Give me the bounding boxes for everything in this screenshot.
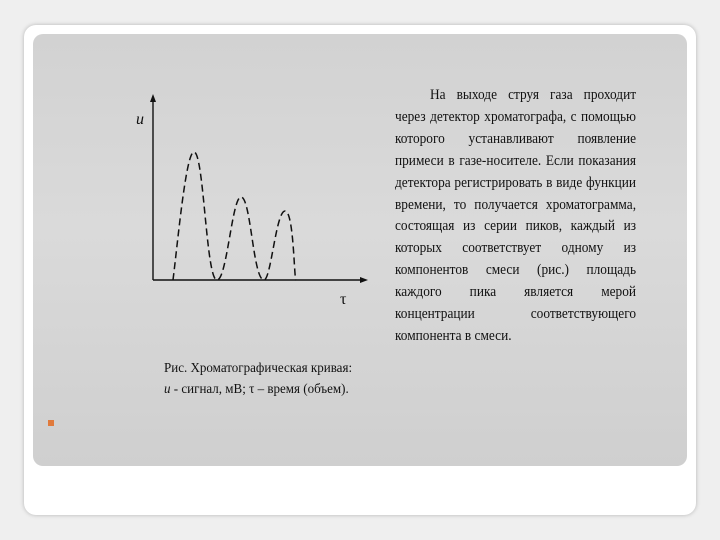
empty-bullet-marker [48, 420, 54, 426]
body-paragraph: На выходе струя газа проходит через детектор хроматографа, с помощью которого устанавливают появление примеси в газе-носителе. Если показания детектора регистрировать в виде функции времени, то получается хроматограмма, состоящая из серии пиков, каждый из которых соответствует одному из компонентов смеси (рис.) площадь каждого пика является мерой концентрации соответствующего компонента в смеси. [395, 87, 637, 344]
chromatogram-figure [120, 90, 380, 320]
caption-line-2 [164, 379, 387, 400]
caption-line-1: Рис. Хроматографическая кривая: [164, 361, 353, 376]
caption-line-2-text: - сигнал, мВ; τ – время (объем). [170, 382, 349, 397]
y-axis-arrow [150, 94, 156, 102]
x-axis-arrow [360, 277, 368, 283]
x-axis-label: τ [340, 291, 347, 308]
y-axis-label: u [136, 111, 144, 128]
chromatogram-curve [173, 152, 296, 280]
caption-symbol: u [164, 382, 171, 397]
figure-caption [164, 358, 387, 400]
